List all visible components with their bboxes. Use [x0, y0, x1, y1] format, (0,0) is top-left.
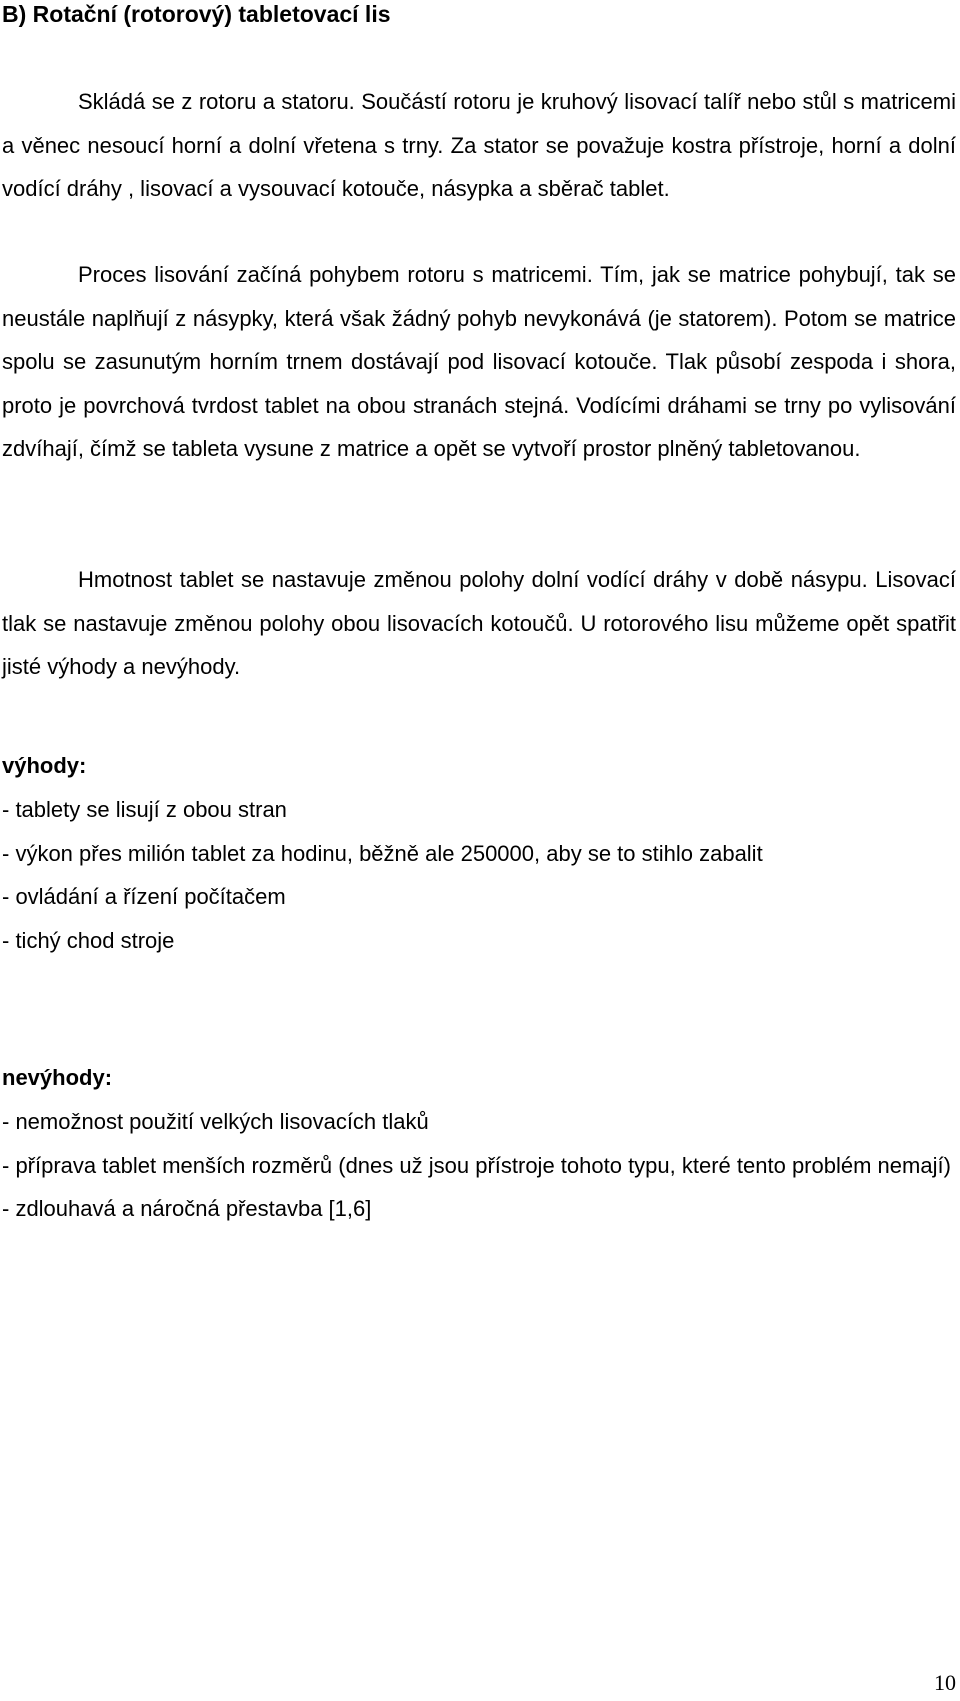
disadvantage-item: - příprava tablet menších rozměrů (dnes už jsou přístroje tohoto typu, které tento problém nemají): [2, 1152, 951, 1178]
advantage-item: - výkon přes milión tablet za hodinu, běžně ale 250000, aby se to stihlo zabalit: [2, 840, 763, 866]
paragraph-composition: Skládá se z rotoru a statoru. Součástí rotoru je kruhový lisovací talíř nebo stůl s matricemi a věnec nesoucí horní a dolní vřetena s trny. Za stator se považuje kostra přístroje, horní a dolní vodící dráhy , lisovací a vysouvací kotouče, násypka a sběrač tablet.: [2, 89, 956, 201]
disadvantage-item: - nemožnost použití velkých lisovacích tlaků: [2, 1109, 429, 1134]
advantage-item: - tichý chod stroje: [2, 927, 175, 953]
paragraph-settings: Hmotnost tablet se nastavuje změnou polohy dolní vodící dráhy v době násypu. Lisovací tlak se nastavuje změnou polohy obou lisovacích kotoučů. U rotorového lisu můžeme opět spatřit jisté výhody a nevýhody.: [2, 567, 956, 679]
section-heading: B) Rotační (rotorový) tabletovací lis: [2, 1, 391, 27]
advantages-list: [2, 788, 956, 962]
disadvantages-title: nevýhody:: [2, 1065, 113, 1090]
advantage-item: - ovládání a řízení počítačem: [2, 884, 286, 909]
paragraph-process: Proces lisování začíná pohybem rotoru s matricemi. Tím, jak se matrice pohybují, tak se neustále naplňují z násypky, která však žádný pohyb nevykonává (je statorem). Potom se matrice spolu se zasunutým horním trnem dostávají pod lisovací kotouče. Tlak působí zespoda i shora, proto je povrchová tvrdost tablet na obou stranách stejná. Vodícími dráhami se trny po vylisování zdvíhají, čímž se tableta vysune z matrice a opět se vytvoří prostor plněný tabletovanou.: [2, 262, 956, 461]
advantages-title: výhody:: [2, 753, 87, 778]
disadvantage-item: - zdlouhavá a náročná přestavba [1,6]: [2, 1196, 372, 1221]
page-number: 10: [934, 1670, 956, 1695]
disadvantages-list: [2, 1100, 956, 1231]
advantage-item: - tablety se lisují z obou stran: [2, 797, 287, 822]
